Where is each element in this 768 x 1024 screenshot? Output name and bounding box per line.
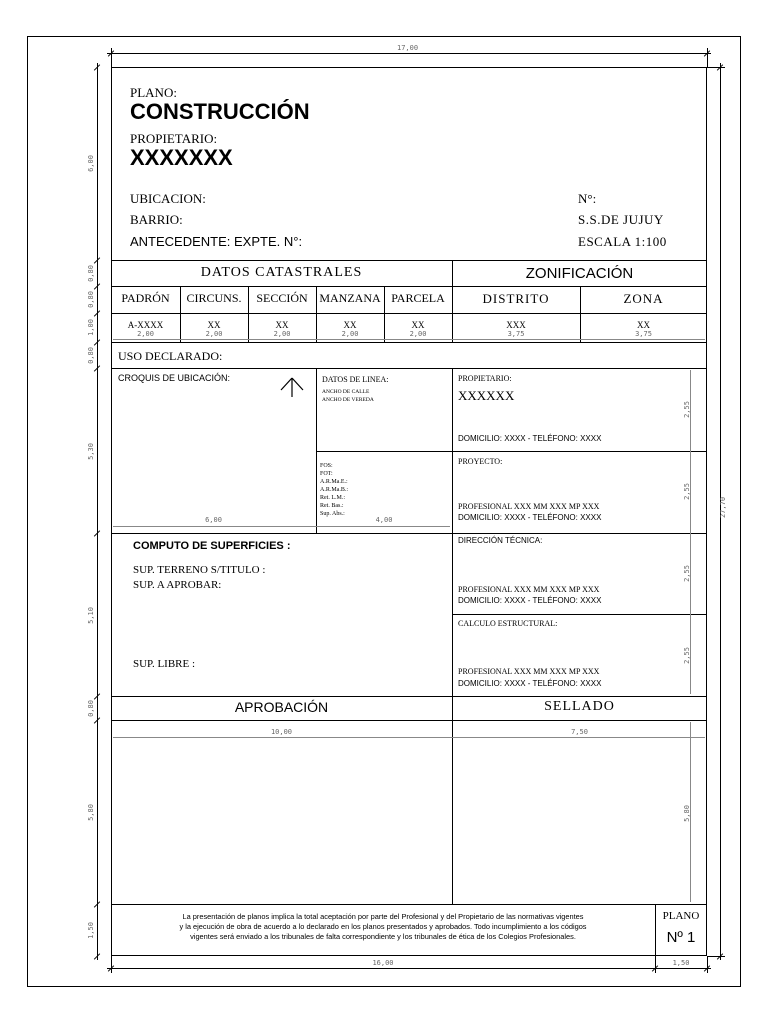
sub-dim: 2,00 (341, 330, 359, 338)
row-divider (111, 286, 707, 287)
proyecto-domicilio: DOMICILIO: XXXX - TELÉFONO: XXXX (458, 513, 602, 522)
row-divider (111, 342, 707, 343)
footer-line2: y la ejecución de obra de acuerdo a lo declarado en los planos presentados y aprobados. Todo incumplimiento a los códigos (179, 922, 587, 931)
dim-left-line (97, 63, 98, 960)
val-circuns: XX (207, 320, 221, 330)
val-manzana: XX (343, 320, 357, 330)
dim-left-header: 6,00 (86, 155, 95, 172)
indicador: FOS: (320, 463, 333, 469)
prop-box-value: XXXXXX (458, 388, 515, 403)
dim-left-footer: 1,50 (86, 922, 95, 939)
val-seccion: XX (275, 320, 289, 330)
direccion-label: DIRECCIÓN TÉCNICA: (458, 536, 543, 545)
row-divider (111, 260, 707, 261)
dim-left-cat2: 0,80 (86, 291, 95, 308)
aprobacion-title: APROBACIÓN (234, 699, 329, 715)
calculo-label: CALCULO ESTRUCTURAL: (458, 619, 558, 628)
ciudad-label: S.S.DE JUJUY (578, 212, 664, 227)
direccion-domicilio: DOMICILIO: XXXX - TELÉFONO: XXXX (458, 596, 602, 605)
calculo-profesional: PROFESIONAL XXX MM XXX MP XXX (458, 667, 600, 676)
col-distrito: DISTRITO (482, 291, 550, 306)
antecedente-label: ANTECEDENTE: EXPTE. N°: (130, 234, 303, 249)
sellos-height-dim: 5,80 (682, 805, 691, 822)
prop-box-label: PROPIETARIO: (458, 374, 512, 383)
indicador: Ret. Bas.: (320, 503, 344, 509)
sellado-title: SELLADO (544, 699, 615, 714)
row-divider (452, 451, 707, 452)
dim-bottom-width: 16,00 (372, 959, 394, 967)
catastro-title: DATOS CATASTRALES (200, 265, 363, 280)
dim-left-computo: 5,10 (86, 607, 95, 624)
linea-width-dim: 4,00 (375, 516, 393, 524)
footer-line3: vigentes será enviado a los tribunales de falta correspondiente y los tribunales de ética de los Colegios Profesionales. (190, 932, 576, 941)
escala-label: ESCALA 1:100 (578, 234, 667, 249)
sub-dim-line (113, 526, 450, 527)
uso-declarado-label: USO DECLARADO: (118, 349, 223, 363)
prop-box-domicilio: DOMICILIO: XXXX - TELÉFONO: XXXX (458, 434, 602, 443)
val-parcela: XX (411, 320, 425, 330)
computo-title: COMPUTO DE SUPERFICIES : (133, 540, 291, 552)
dim-ext-line (111, 48, 112, 67)
dim-bottom-line (107, 968, 711, 969)
footer-line1: La presentación de planos implica la total aceptación por parte del Profesional y del Propietario de las normativas vigentes (182, 912, 584, 921)
row-divider (111, 696, 707, 697)
indicador: A.R.Ma.E.: (320, 479, 348, 485)
sellado-width-dim: 7,50 (571, 728, 588, 736)
propietario-label: PROPIETARIO: (130, 131, 218, 146)
row-divider (111, 533, 707, 534)
col-padron: PADRÓN (121, 291, 170, 305)
sub-dim: 3,75 (635, 330, 652, 338)
zonificacion-title: ZONIFICACIÓN (525, 265, 634, 282)
indicador: Sup. Abs.: (320, 511, 345, 517)
datos-linea-title: DATOS DE LINEA: (322, 375, 389, 384)
sub-dim: 2,00 (205, 330, 223, 338)
val-zona: XX (637, 320, 650, 330)
dim-left-aprob: 0,80 (86, 700, 95, 717)
sup-terreno: SUP. TERRENO S/TITULO : (133, 564, 266, 576)
col-zona: ZONA (623, 291, 664, 306)
indicador: Ret. L.M.: (320, 495, 345, 501)
ubicacion-label: UBICACION: (130, 191, 206, 206)
sup-libre: SUP. LIBRE : (133, 658, 196, 670)
col-circuns: CIRCUNS. (186, 291, 242, 305)
dim-left-croquis: 5,30 (86, 443, 95, 460)
box-height-dim: 2,55 (682, 647, 691, 664)
sup-aprobar: SUP. A APROBAR: (133, 579, 222, 591)
row-divider (111, 313, 707, 314)
dim-ext-line (707, 956, 708, 973)
sub-dim: 3,75 (507, 330, 525, 338)
proyecto-label: PROYECTO: (458, 457, 503, 466)
dim-left-uso: 0,80 (86, 347, 95, 364)
row-divider (316, 451, 452, 452)
row-divider (452, 614, 707, 615)
col-divider (452, 368, 453, 696)
dim-ext-line (707, 48, 708, 67)
dim-right-height: 27,70 (719, 496, 728, 519)
ancho-calle: ANCHO DE CALLE (322, 389, 370, 395)
plano-footer-number: Nº 1 (666, 929, 696, 946)
calculo-domicilio: DOMICILIO: XXXX - TELÉFONO: XXXX (458, 679, 602, 688)
dim-left-cat3: 1,00 (86, 319, 95, 336)
numero-label: N°: (578, 191, 597, 206)
dim-ext-line (707, 67, 725, 68)
row-divider (111, 720, 707, 721)
dim-top-width: 17,00 (397, 44, 419, 52)
row-divider (111, 368, 707, 369)
col-seccion: SECCIÓN (256, 291, 308, 305)
sub-dim: 2,00 (137, 330, 154, 338)
croquis-label: CROQUIS DE UBICACIÓN: (118, 373, 231, 383)
propietario-value: XXXXXXX (130, 145, 233, 170)
sub-dim-line (113, 339, 705, 340)
val-distrito: XXX (506, 320, 526, 330)
aprob-width-dim: 10,00 (270, 728, 293, 736)
val-padron: A-XXXX (127, 320, 164, 330)
indicador: FOT: (320, 471, 333, 477)
dim-bottom-plano: 1,50 (672, 959, 690, 967)
plano-label: PLANO: (130, 85, 177, 100)
sub-dim: 2,00 (409, 330, 427, 338)
dim-top-line (107, 53, 711, 54)
row-divider (111, 904, 707, 905)
barrio-label: BARRIO: (130, 212, 183, 227)
dim-left-sellos: 5,80 (86, 804, 95, 821)
box-dim-line (690, 370, 691, 694)
sub-dim-line (113, 737, 705, 738)
direccion-profesional: PROFESIONAL XXX MM XXX MP XXX (458, 585, 600, 594)
plano-footer-label: PLANO (662, 910, 700, 922)
col-manzana: MANZANA (319, 291, 381, 305)
proyecto-profesional: PROFESIONAL XXX MM XXX MP XXX (458, 502, 600, 511)
sub-dim: 2,00 (273, 330, 291, 338)
col-parcela: PARCELA (391, 291, 445, 305)
col-divider (452, 696, 453, 904)
indicador: A.R.Ma.B.: (320, 487, 349, 493)
dim-ext-line (707, 956, 725, 957)
plano-value: CONSTRUCCIÓN (130, 99, 310, 124)
box-height-dim: 2,55 (682, 565, 691, 582)
box-height-dim: 2,55 (682, 483, 691, 500)
ancho-vereda: ANCHO DE VEREDA (322, 397, 374, 403)
croquis-width-dim: 6,00 (205, 516, 222, 524)
dim-left-cat1: 0,80 (86, 265, 95, 282)
box-height-dim: 2,55 (682, 401, 691, 418)
north-arrow-icon (278, 376, 306, 398)
